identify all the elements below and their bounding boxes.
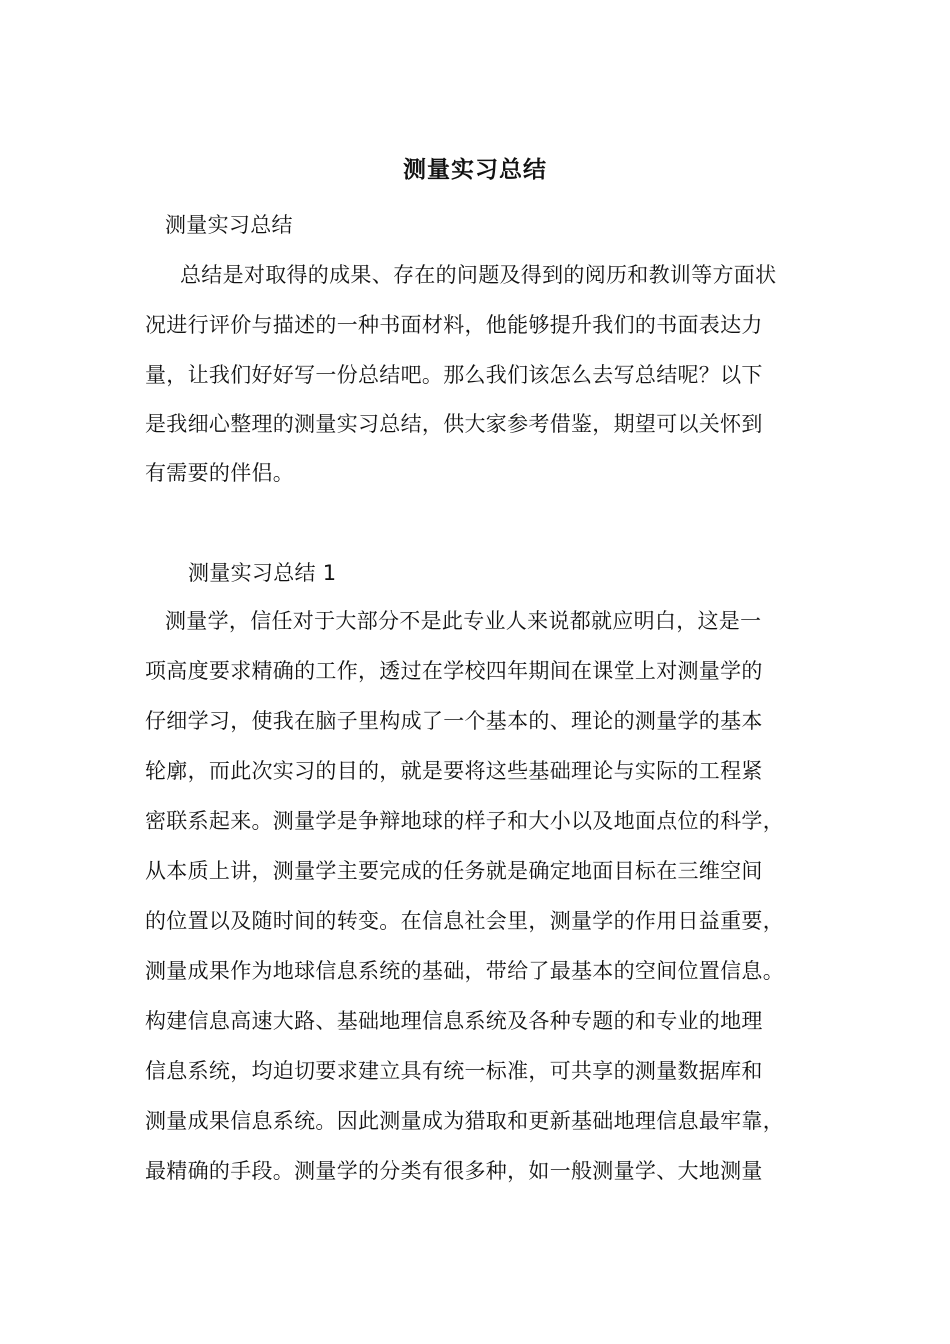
body-line: 测量成果作为地球信息系统的基础，带给了最基本的空间位置信息。 (145, 959, 784, 983)
body-line: 密联系起来。测量学是争辩地球的样子和大小以及地面点位的科学， (145, 809, 784, 833)
document-title: 测量实习总结 (403, 156, 547, 183)
intro-line: 有需要的伴侣。 (145, 461, 295, 485)
body-line: 轮廓，而此次实习的目的，就是要将这些基础理论与实际的工程紧 (145, 759, 763, 783)
intro-line: 是我细心整理的测量实习总结，供大家参考借鉴，期望可以关怀到 (145, 412, 763, 436)
intro-line: 况进行评价与描述的一种书面材料，他能够提升我们的书面表达力 (145, 313, 763, 337)
body-line: 测量学，信任对于大部分不是此专业人来说都就应明白，这是一 (165, 609, 762, 633)
body-line: 构建信息高速大路、基础地理信息系统及各种专题的和专业的地理 (145, 1009, 763, 1033)
section-heading: 测量实习总结 1 (188, 561, 337, 585)
body-line: 信息系统，均迫切要求建立具有统一标准，可共享的测量数据库和 (145, 1059, 763, 1083)
intro-line: 总结是对取得的成果、存在的问题及得到的阅历和教训等方面状 (180, 263, 777, 287)
body-line: 的位置以及随时间的转变。在信息社会里，测量学的作用日益重要， (145, 909, 784, 933)
document-subtitle: 测量实习总结 (165, 213, 293, 237)
intro-line: 量，让我们好好写一份总结吧。那么我们该怎么去写总结呢？以下 (145, 363, 763, 387)
body-line: 从本质上讲，测量学主要完成的任务就是确定地面目标在三维空间 (145, 859, 763, 883)
body-line: 最精确的手段。测量学的分类有很多种，如一般测量学、大地测量 (145, 1159, 763, 1183)
body-line: 仔细学习，使我在脑子里构成了一个基本的、理论的测量学的基本 (145, 709, 763, 733)
body-line: 测量成果信息系统。因此测量成为猎取和更新基础地理信息最牢靠， (145, 1109, 784, 1133)
body-line: 项高度要求精确的工作，透过在学校四年期间在课堂上对测量学的 (145, 659, 763, 683)
